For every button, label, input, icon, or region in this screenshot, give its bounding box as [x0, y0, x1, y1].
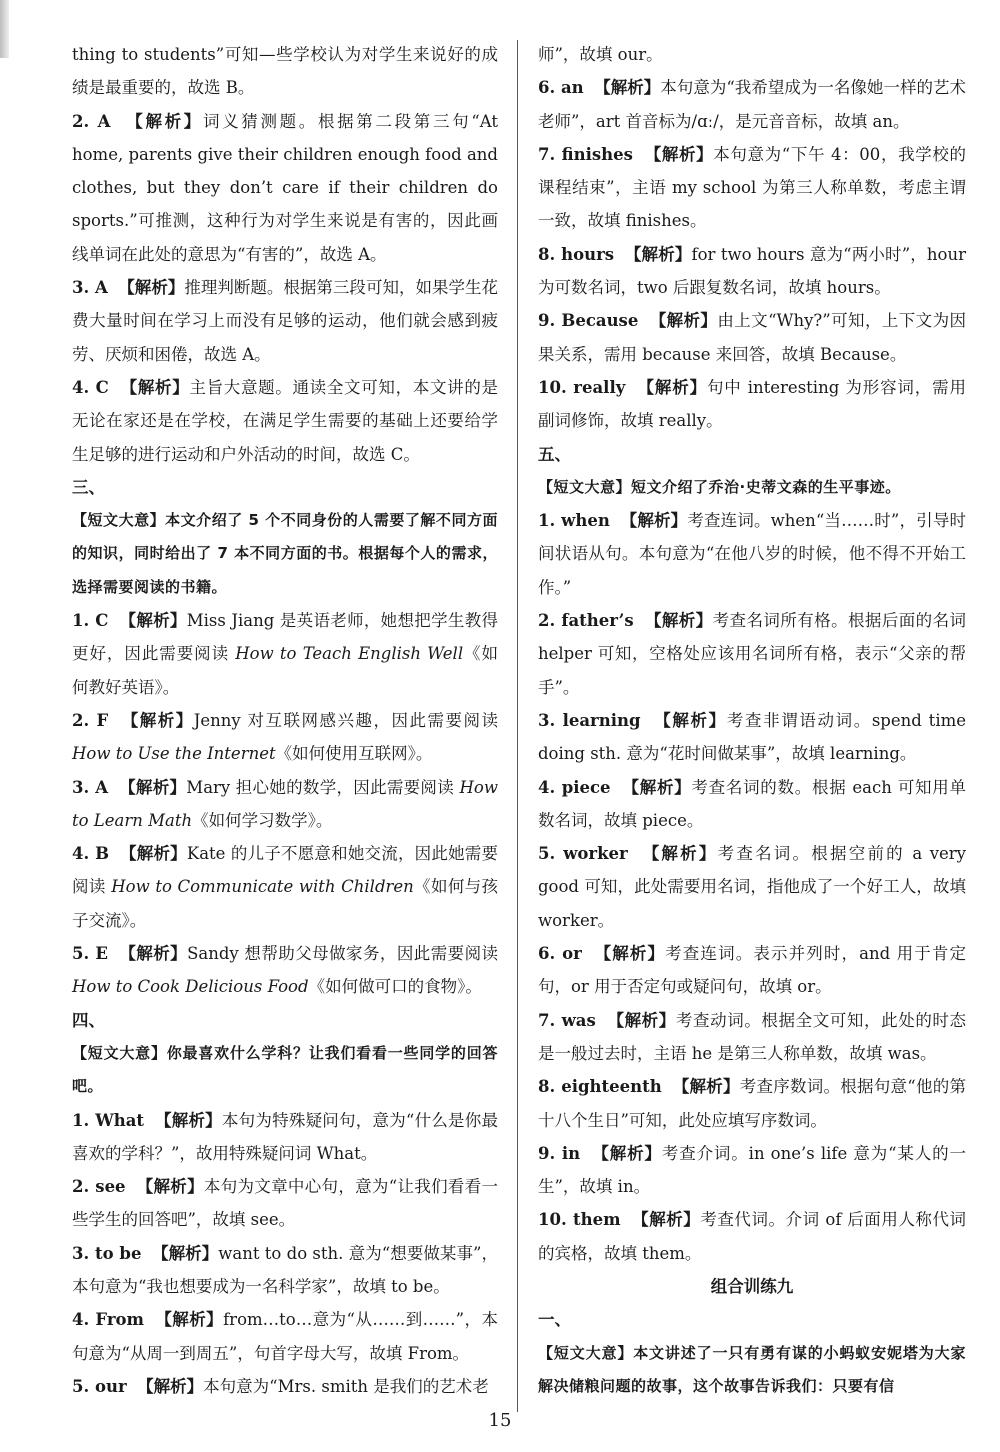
analysis-text: want to do sth. 意为“想要做某事”，本句意为“我也想要成为一名科学家”，故填 to be。: [72, 1243, 498, 1296]
analysis-tag: 【解析】: [622, 777, 692, 797]
answer-continuation: thing to students”可知—些学校认为对学生来说好的成绩是最重要的，故选 B。: [72, 45, 498, 98]
analysis-text: 《如何与孩子交流》。: [72, 877, 499, 930]
passage-summary: 【短文大意】本文介绍了 5 个不同身份的人需要了解不同方面的知识，同时给出了 7 本不同方面的书。根据每个人的需求，选择需要阅读的书籍。: [72, 511, 498, 596]
page-number: 15: [488, 1410, 512, 1431]
analysis-text: 词义猜测题。根据第二段第三句“At home, parents give their children enough food and clothes, but they don’t care if their children do sports.”可推测，这种行为对学生来说是有害的，因此画线单词在此处的意思为“有害的”，故选 A。: [72, 111, 498, 264]
answer-number: 3. to be: [72, 1243, 142, 1263]
answer-number: 7. finishes: [538, 144, 633, 164]
analysis-text: 本句意为“我希望成为一名像她一样的艺术老师”，art 首音标为/ɑː/，是元音音标，故填 an。: [538, 78, 966, 131]
answer-item: [72, 1303, 498, 1370]
answer-item: [72, 105, 498, 271]
answer-number: 2. A: [72, 111, 111, 131]
answer-item: [72, 937, 498, 1004]
answer-item: [72, 837, 498, 937]
answer-item: [538, 771, 966, 838]
analysis-text: Jenny 对互联网感兴趣，因此需要阅读: [193, 710, 499, 730]
answer-number: 1. What: [72, 1110, 145, 1130]
answer-number: 4. C: [72, 377, 109, 397]
analysis-text: 推理判断题。根据第三段可知，如果学生花费大量时间在学习上而没有足够的运动，他们就会感到疲劳、厌烦和困倦，故选 A。: [72, 278, 499, 364]
book-title: How to Communicate with Children: [111, 877, 414, 897]
answer-number: 8. hours: [538, 244, 615, 264]
analysis-text: 《如何学习数学》。: [192, 810, 333, 830]
answer-item: [72, 704, 498, 771]
answer-number: 2. see: [72, 1177, 126, 1197]
analysis-tag: 【解析】: [121, 710, 194, 730]
analysis-text: 本句为特殊疑问句，意为“什么是你最喜欢的学科？”，故用特殊疑问词 What。: [72, 1110, 499, 1163]
answer-number: 1. C: [72, 611, 109, 631]
section-heading: 三、: [72, 477, 105, 497]
analysis-text: 考查连词。when“当……时”，引导时间状语从句。本句意为“在他八岁的时候，他不得不开始工作。”: [538, 511, 967, 597]
book-title: How to Use the Internet: [72, 744, 276, 764]
analysis-tag: 【解析】: [136, 1177, 204, 1197]
answer-item: [538, 837, 966, 937]
analysis-tag: 【解析】: [120, 377, 190, 397]
analysis-tag: 【解析】: [632, 1210, 701, 1230]
answer-number: 10. really: [538, 377, 626, 397]
answer-item: [538, 604, 966, 704]
answer-item: [72, 1237, 498, 1304]
analysis-text: 《如何做可口的食物》。: [308, 977, 482, 997]
analysis-text: Kate 的儿子不愿意和她交流，因此她需要阅读: [72, 844, 498, 897]
answer-item: [72, 1370, 498, 1403]
analysis-tag: 【解析】: [594, 78, 661, 98]
analysis-text: 由上文“Why?”可知，上下文为因果关系，需用 because 来回答，故填 Because。: [538, 311, 967, 364]
passage-summary: 【短文大意】本文讲述了一只有勇有谋的小蚂蚁安妮塔为大家解决储粮问题的故事，这个故事告诉我们：只要有信: [538, 1343, 966, 1395]
answer-number: 3. A: [72, 777, 109, 797]
analysis-text: 《如何使用互联网》。: [275, 744, 433, 764]
answer-number: 1. when: [538, 511, 610, 531]
analysis-text: 考查连词。表示并列时，and 用于肯定句，or 用于否定句或疑问句，故填 or。: [538, 944, 967, 997]
analysis-text: 本句为文章中心句，意为“让我们看看一些学生的回答吧”，故填 see。: [72, 1177, 498, 1230]
answer-item: [72, 1104, 498, 1171]
analysis-tag: 【解析】: [118, 278, 185, 298]
answer-item: [538, 504, 966, 604]
right-column: [538, 38, 966, 1403]
analysis-text: 句中 interesting 为形容词，需用副词修饰，故填 really。: [538, 377, 966, 431]
analysis-text: 考查名词所有格。根据后面的名词 helper 可知，空格处应该用名词所有格，表示“父亲的帮手”。: [538, 611, 966, 697]
analysis-tag: 【解析】: [607, 1010, 676, 1030]
answer-number: 3. A: [72, 278, 108, 298]
column-divider: [517, 40, 518, 1412]
answer-item: [538, 371, 966, 438]
answer-item: [538, 138, 966, 238]
answer-number: 4. From: [72, 1310, 144, 1330]
analysis-text: 考查序数词。根据句意“他的第十八个生日”可知，此处应填写序数词。: [538, 1077, 966, 1130]
answer-item: [538, 1203, 966, 1270]
analysis-text: Miss Jiang 是英语老师，她想把学生教得更好，因此需要阅读: [72, 611, 498, 664]
analysis-tag: 【解析】: [644, 144, 714, 164]
book-title: How to Teach English Well: [235, 644, 464, 664]
book-title: How to Learn Math: [72, 777, 498, 830]
answer-item: [538, 704, 966, 771]
analysis-tag: 【解析】: [649, 311, 718, 331]
answer-number: 6. or: [538, 944, 582, 964]
analysis-text: Sandy 想帮助父母做家务，因此需要阅读: [187, 944, 498, 964]
answer-number: 9. Because: [538, 311, 639, 331]
analysis-tag: 【解析】: [119, 611, 187, 631]
analysis-text: Mary 担心她的数学，因此需要阅读: [186, 777, 460, 797]
answer-item: [538, 304, 966, 371]
analysis-tag: 【解析】: [620, 511, 688, 531]
answer-number: 4. piece: [538, 777, 611, 797]
analysis-tag: 【解析】: [155, 1110, 222, 1130]
answer-item: [538, 1004, 966, 1071]
answer-item: [538, 1137, 966, 1204]
answer-item: [72, 371, 498, 471]
book-title: How to Cook Delicious Food: [72, 977, 309, 997]
analysis-text: for two hours 意为“两小时”，hour 为可数名词，two 后跟复数名词，故填 hours。: [538, 244, 967, 298]
analysis-tag: 【解析】: [654, 710, 727, 730]
answer-item: [72, 771, 498, 838]
analysis-text: 考查非谓语动词。spend time doing sth. 意为“花时间做某事”，故填 learning。: [538, 710, 967, 764]
exercise-group-title: 组合训练九: [710, 1276, 794, 1296]
answer-continuation: 师”，故填 our。: [538, 45, 663, 64]
answer-number: 2. F: [72, 710, 109, 730]
analysis-text: from…to…意为“从……到……”，本句意为“从周一到周五”，句首字母大写，故填 From。: [72, 1310, 498, 1363]
analysis-tag: 【解析】: [155, 1310, 224, 1330]
analysis-text: 本句意为“下午 4：00，我学校的课程结束”，主语 my school 为第三人称单数，考虑主谓一致，故填 finishes。: [538, 144, 966, 231]
analysis-tag: 【解析】: [152, 1243, 219, 1263]
passage-summary: 【短文大意】你最喜欢什么学科？让我们看看一些同学的回答吧。: [72, 1043, 498, 1096]
answer-number: 6. an: [538, 78, 584, 98]
answer-item: [72, 1170, 498, 1237]
analysis-text: 主旨大意题。通读全文可知，本文讲的是无论在家还是在学校，在满足学生需要的基础上还要给学生足够的进行运动和户外活动的时间，故选 C。: [72, 377, 499, 464]
scan-edge-mark: [0, 0, 9, 58]
passage-summary: 【短文大意】短文介绍了乔治·史蒂文森的生平事迹。: [538, 477, 901, 496]
left-column: [72, 38, 498, 1403]
analysis-text: 考查名词的数。根据 each 可知用单数名词，故填 piece。: [538, 777, 967, 830]
answer-number: 10. them: [538, 1210, 621, 1230]
analysis-text: 《如何教好英语》。: [72, 644, 498, 697]
answer-item: [538, 1070, 966, 1137]
analysis-text: 考查名词。根据空前的 a very good 可知，此处需要用名词，指他成了一个好工人，故填 worker。: [538, 844, 966, 930]
section-heading: 四、: [72, 1010, 105, 1030]
analysis-text: 考查介词。in one’s life 意为“某人的一生”，故填 in。: [538, 1143, 967, 1197]
answer-item: [538, 238, 966, 305]
analysis-tag: 【解析】: [137, 1376, 204, 1396]
analysis-tag: 【解析】: [592, 1143, 662, 1163]
answer-item: [538, 71, 966, 138]
analysis-tag: 【解析】: [642, 844, 718, 864]
answer-number: 9. in: [538, 1143, 581, 1163]
answer-number: 3. learning: [538, 710, 641, 730]
answer-number: 5. worker: [538, 844, 628, 864]
answer-item: [72, 604, 498, 704]
analysis-tag: 【解析】: [672, 1077, 740, 1097]
analysis-text: 考查动词。根据全文可知，此处的时态是一般过去时，主语 he 是第三人称单数，故填 was。: [538, 1010, 967, 1063]
answer-number: 5. E: [72, 944, 108, 964]
analysis-tag: 【解析】: [644, 611, 713, 631]
answer-number: 2. father’s: [538, 611, 634, 631]
answer-number: 5. our: [72, 1376, 127, 1396]
section-heading: 五、: [538, 444, 571, 464]
analysis-tag: 【解析】: [119, 944, 188, 964]
answer-item: [538, 937, 966, 1004]
answer-number: 7. was: [538, 1010, 596, 1030]
analysis-tag: 【解析】: [126, 111, 203, 131]
section-heading: 一、: [538, 1310, 571, 1330]
answer-number: 4. B: [72, 844, 110, 864]
answer-number: 8. eighteenth: [538, 1077, 662, 1097]
analysis-tag: 【解析】: [637, 377, 707, 397]
answer-item: [72, 271, 498, 371]
analysis-tag: 【解析】: [624, 244, 692, 264]
analysis-tag: 【解析】: [119, 777, 187, 797]
analysis-tag: 【解析】: [120, 844, 187, 864]
analysis-tag: 【解析】: [594, 944, 666, 964]
analysis-text: 本句意为“Mrs. smith 是我们的艺术老: [203, 1376, 489, 1396]
analysis-text: 考查代词。介词 of 后面用人称代词的宾格，故填 them。: [538, 1210, 966, 1263]
